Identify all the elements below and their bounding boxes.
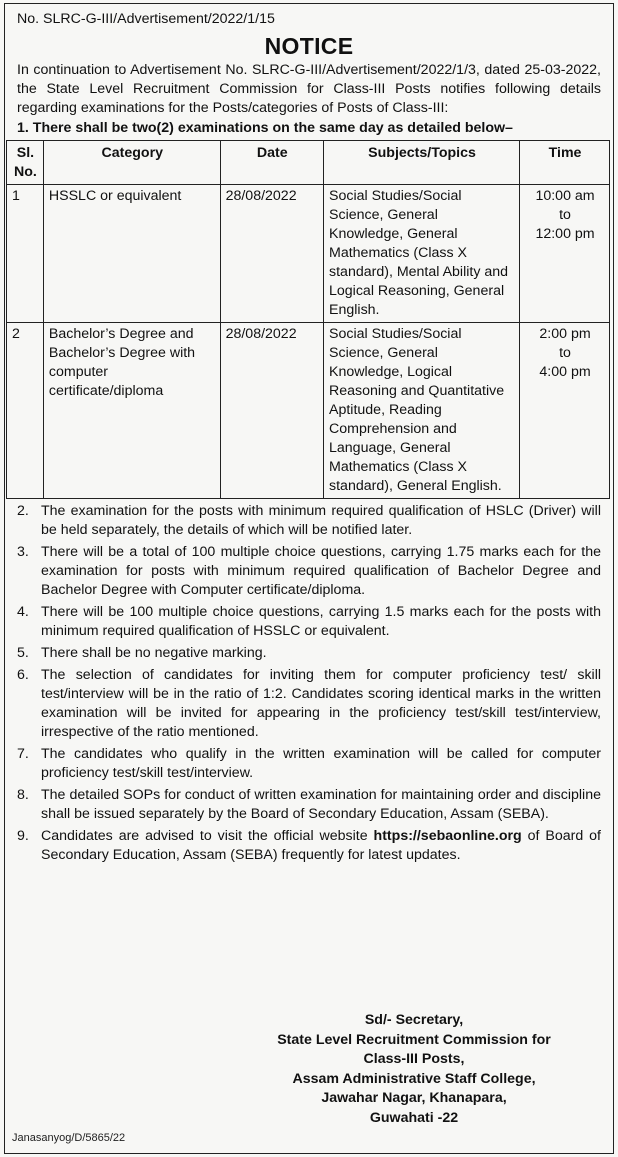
- point-number: 5.: [17, 645, 29, 661]
- signature-line: Jawahar Nagar, Khanapara,: [321, 1090, 507, 1106]
- list-item: [17, 666, 601, 742]
- row-date: 28/08/2022: [220, 323, 323, 499]
- time-start: 10:00 am: [535, 188, 595, 204]
- point-text: There will be 100 multiple choice questions, carrying 1.5 marks each for the posts with minimum required qualification of HSSLC or equivalent.: [41, 604, 601, 639]
- point-number: 3.: [17, 544, 29, 560]
- table-row: [7, 323, 610, 499]
- signature-line: State Level Recruitment Commission for: [277, 1031, 551, 1048]
- list-item: [17, 786, 601, 824]
- row-subjects: Social Studies/Social Science, General Knowledge, Logical Reasoning and Quantitative Aptitude, Reading Comprehension and Language, General Mathematics (Class X standard), General English.: [324, 323, 520, 499]
- list-item: [17, 827, 601, 865]
- point-text: [41, 827, 601, 865]
- list-item: [17, 603, 601, 641]
- header-sl-no: Sl. No.: [7, 141, 44, 185]
- row-sl-no: 2: [7, 323, 44, 499]
- header-subjects: Subjects/Topics: [324, 141, 520, 185]
- row-sl-no: 1: [7, 185, 44, 323]
- row-date: 28/08/2022: [220, 185, 323, 323]
- point-number: 2.: [17, 503, 29, 519]
- point-number: 6.: [17, 667, 29, 683]
- row-category: HSSLC or equivalent: [43, 185, 220, 323]
- point-text: The selection of candidates for inviting them for computer proficiency test/ skill test/interview will be in the ratio of 1:2. Candidates scoring identical marks in the written examination will be invited for appearing in the proficiency test/skill test/interview, irrespective of the ratio mentioned.: [41, 667, 601, 740]
- point-text: There shall be no negative marking.: [41, 645, 267, 661]
- website-link[interactable]: https://sebaonline.org: [373, 828, 522, 844]
- header-time: Time: [520, 141, 610, 185]
- header-category: Category: [43, 141, 220, 185]
- notice-border: [4, 3, 614, 1154]
- signature-line: Guwahati -22: [369, 1109, 459, 1126]
- point-number: 9.: [17, 828, 29, 844]
- point-9-text-after: of Board of Secondary Education, Assam (SEBA) frequently for latest updates.: [41, 828, 601, 863]
- list-item: [17, 745, 601, 783]
- time-end: 4:00 pm: [539, 364, 591, 380]
- row-time: [520, 323, 610, 499]
- exam-schedule-table: [6, 140, 610, 499]
- point-text: The examination for the posts with minimum required qualification of HSLC (Driver) will be held separately, the details of which will be notified later.: [41, 503, 601, 538]
- signature-line: Class-III Posts,: [363, 1051, 465, 1067]
- list-item: [17, 502, 601, 540]
- point-number: 8.: [17, 787, 29, 803]
- point-number: 7.: [17, 746, 29, 762]
- header-date: Date: [220, 141, 323, 185]
- list-item: [17, 644, 601, 663]
- point-1-heading: 1. There shall be two(2) examinations on the same day as detailed below–: [17, 120, 513, 136]
- time-to: to: [559, 207, 571, 223]
- signature-block: [234, 1011, 594, 1128]
- reference-number: No. SLRC-G-III/Advertisement/2022/1/15: [17, 11, 275, 27]
- signature-line: Assam Administrative Staff College,: [292, 1070, 536, 1087]
- point-text: The candidates who qualify in the written examination will be called for computer proficiency test/skill test/interview.: [41, 746, 601, 781]
- row-category: Bachelor’s Degree and Bachelor’s Degree with computer certificate/diploma: [43, 323, 220, 499]
- table-row: [7, 185, 610, 323]
- list-item: [17, 543, 601, 600]
- notice-title: NOTICE: [264, 33, 354, 59]
- publication-reference: Janasanyog/D/5865/22: [12, 1132, 126, 1144]
- signature-line: Sd/- Secretary,: [364, 1012, 464, 1028]
- point-text: There will be a total of 100 multiple choice questions, carrying 1.75 marks each for the examination for posts with minimum required qualification of Bachelor Degree and Bachelor Degree with Computer certificate/diploma.: [41, 544, 601, 598]
- row-subjects: Social Studies/Social Science, General Knowledge, General Mathematics (Class X standard), Mental Ability and Logical Reasoning, General English.: [324, 185, 520, 323]
- point-9-text-before: Candidates are advised to visit the official website: [41, 828, 374, 844]
- row-time: [520, 185, 610, 323]
- point-number: 4.: [17, 604, 29, 620]
- time-to: to: [559, 345, 571, 361]
- point-text: The detailed SOPs for conduct of written examination for maintaining order and discipline shall be issued separately by the Board of Secondary Education, Assam (SEBA).: [41, 787, 601, 822]
- time-end: 12:00 pm: [535, 226, 595, 242]
- intro-paragraph: In continuation to Advertisement No. SLRC-G-III/Advertisement/2022/1/3, dated 25-03-2022, the State Level Recruitment Commission for Class-III Posts notifies following details regarding examinations for the Posts/categories of Posts of Class-III:: [17, 62, 601, 116]
- time-start: 2:00 pm: [539, 326, 591, 342]
- notice-points-list: [17, 502, 601, 865]
- table-header-row: [7, 141, 610, 185]
